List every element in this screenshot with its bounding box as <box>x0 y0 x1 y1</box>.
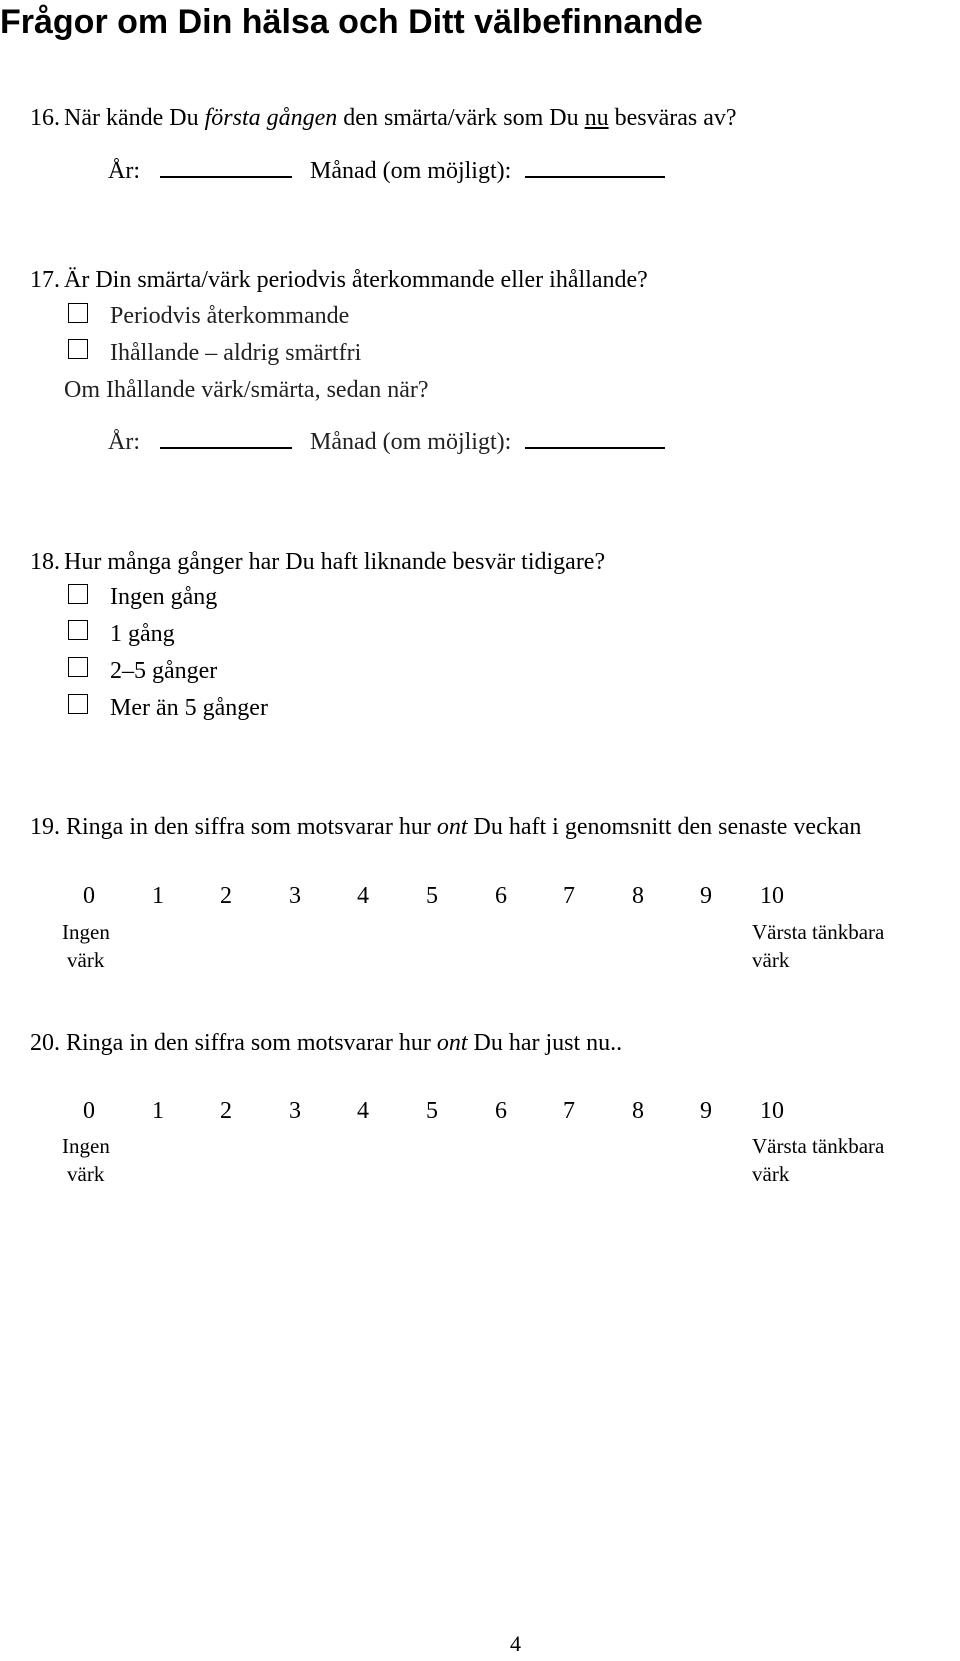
q17-option-1-checkbox[interactable] <box>68 303 88 323</box>
q19-scale-2[interactable]: 2 <box>220 883 232 909</box>
q16-text-b: den smärta/värk som Du <box>337 105 585 131</box>
q20-high-label-2: värk <box>752 1162 790 1186</box>
q20-text-b: Du har just nu.. <box>467 1030 623 1056</box>
q16-text-a: När kände Du <box>64 105 205 131</box>
q20-scale-4[interactable]: 4 <box>357 1098 369 1124</box>
q18-option-2-label: 1 gång <box>110 621 175 647</box>
q16-date-row <box>108 157 665 185</box>
q18-number: 18. <box>30 549 60 575</box>
q17-followup: Om Ihållande värk/smärta, sedan när? <box>64 377 429 403</box>
q20-text-emphasis: ont <box>436 1030 468 1056</box>
page-number: 4 <box>510 1631 521 1656</box>
q19-high-label-2: värk <box>752 948 790 972</box>
q20-scale-10[interactable]: 10 <box>760 1098 784 1124</box>
q20-text-a: Ringa in den siffra som motsvarar hur <box>66 1030 437 1056</box>
q16-text-underline: nu <box>584 105 609 131</box>
q20-scale-5[interactable]: 5 <box>426 1098 438 1124</box>
q20-scale-7[interactable]: 7 <box>563 1098 575 1124</box>
q19-scale-8[interactable]: 8 <box>632 883 644 909</box>
q19-text-emphasis: ont <box>436 814 468 840</box>
q16-month-field[interactable] <box>525 176 665 178</box>
q20-scale-6[interactable]: 6 <box>495 1098 507 1124</box>
q20-scale-2[interactable]: 2 <box>220 1098 232 1124</box>
q19-low-label-1: Ingen <box>62 920 110 944</box>
q17-month-field[interactable] <box>525 447 665 449</box>
q16-year-field[interactable] <box>160 176 292 178</box>
q17-year-field[interactable] <box>160 447 292 449</box>
q20-number: 20. <box>30 1030 60 1056</box>
q19-question <box>30 813 861 841</box>
page-title: Frågor om Din hälsa och Ditt välbefinnande <box>0 3 703 41</box>
q18-option-1-checkbox[interactable] <box>68 584 88 604</box>
q20-scale-3[interactable]: 3 <box>289 1098 301 1124</box>
q17-date-row <box>108 428 665 456</box>
q17-question: Är Din smärta/värk periodvis återkommande eller ihållande? <box>64 267 648 293</box>
q19-scale-1[interactable]: 1 <box>152 883 164 909</box>
q17-month-label: Månad (om möjligt): <box>310 429 512 455</box>
q18-option-2-checkbox[interactable] <box>68 620 88 640</box>
q18-option-4-checkbox[interactable] <box>68 694 88 714</box>
q19-text-a: Ringa in den siffra som motsvarar hur <box>66 814 437 840</box>
q20-scale-9[interactable]: 9 <box>700 1098 712 1124</box>
q18-question: Hur många gånger har Du haft liknande besvär tidigare? <box>64 549 606 575</box>
q20-scale-0[interactable]: 0 <box>83 1098 95 1124</box>
q19-scale-3[interactable]: 3 <box>289 883 301 909</box>
q16-year-label: År: <box>108 158 140 184</box>
q18-option-1-label: Ingen gång <box>110 584 218 610</box>
q18-option-3-label: 2–5 gånger <box>110 658 218 684</box>
q19-high-label-1: Värsta tänkbara <box>752 920 885 944</box>
q19-scale-5[interactable]: 5 <box>426 883 438 909</box>
q20-high-label-1: Värsta tänkbara <box>752 1134 885 1158</box>
q17-option-2-label: Ihållande – aldrig smärtfri <box>110 340 362 366</box>
q19-scale-7[interactable]: 7 <box>563 883 575 909</box>
q17-number: 17. <box>30 267 60 293</box>
q18-option-4-label: Mer än 5 gånger <box>110 695 268 721</box>
q20-question <box>30 1029 622 1057</box>
q16-number: 16. <box>30 105 60 131</box>
q16-text-c: besväras av? <box>608 105 737 131</box>
q20-scale-8[interactable]: 8 <box>632 1098 644 1124</box>
q19-scale-4[interactable]: 4 <box>357 883 369 909</box>
q19-low-label-2: värk <box>67 948 105 972</box>
q20-low-label-1: Ingen <box>62 1134 110 1158</box>
q17-year-label: År: <box>108 429 140 455</box>
q19-text-b: Du haft i genomsnitt den senaste veckan <box>467 814 862 840</box>
q16-question <box>64 104 737 132</box>
q16-text-emphasis: första gången <box>204 105 338 131</box>
q19-scale-6[interactable]: 6 <box>495 883 507 909</box>
q19-number: 19. <box>30 814 60 840</box>
q17-option-1-label: Periodvis återkommande <box>110 303 350 329</box>
q17-option-2-checkbox[interactable] <box>68 339 88 359</box>
q20-scale-1[interactable]: 1 <box>152 1098 164 1124</box>
q19-scale-10[interactable]: 10 <box>760 883 784 909</box>
q19-scale-9[interactable]: 9 <box>700 883 712 909</box>
q20-low-label-2: värk <box>67 1162 105 1186</box>
q18-option-3-checkbox[interactable] <box>68 657 88 677</box>
q16-month-label: Månad (om möjligt): <box>310 158 512 184</box>
q19-scale-0[interactable]: 0 <box>83 883 95 909</box>
